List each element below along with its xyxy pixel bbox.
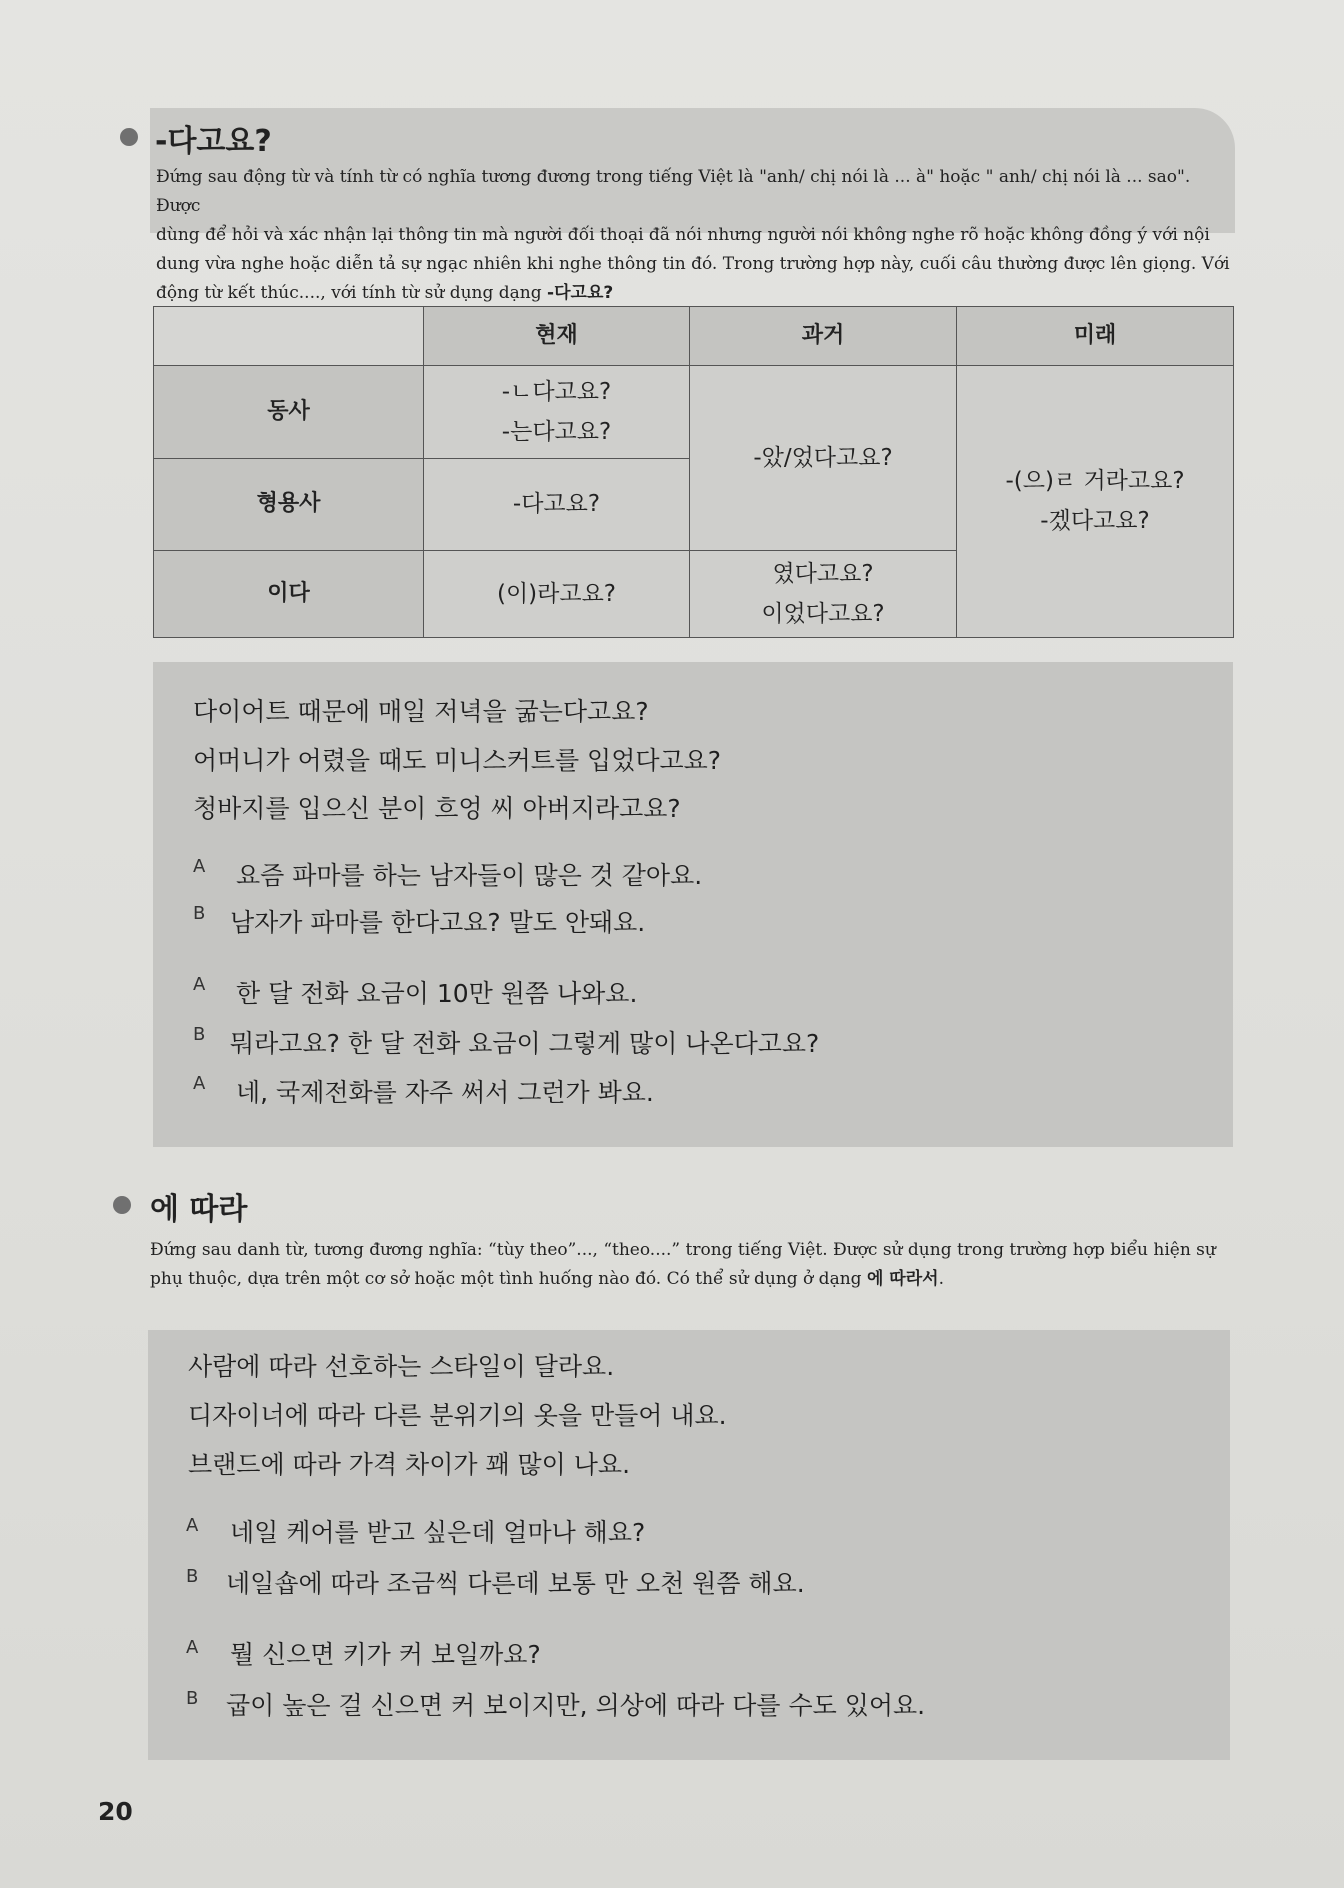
section-description xyxy=(156,163,1236,308)
table-cell: -았/었다고요? xyxy=(690,365,957,551)
table-cell: (이)라고요? xyxy=(424,551,690,638)
table-header-future: 미래 xyxy=(957,307,1234,366)
section-title: -다고요? xyxy=(155,124,272,159)
example-sentence: 어머니가 어렸을 때도 미니스커트를 입었다고요? xyxy=(193,746,722,775)
description-text: động từ kết thúc...., với tính từ sử dụng dạng xyxy=(156,283,548,303)
dialog-line: 요즘 파마를 하는 남자들이 많은 것 같아요. xyxy=(236,861,703,890)
dialog-line: 한 달 전화 요금이 10만 원쯤 나와요. xyxy=(236,979,638,1008)
grammar-form: 에 따라서 xyxy=(866,1269,939,1289)
description-line xyxy=(156,279,1236,308)
table-cell xyxy=(424,365,690,458)
cell-line: -겠다고요? xyxy=(1040,508,1150,535)
description-line: Đứng sau danh từ, tương đương nghĩa: “tùy theo”..., “theo....” trong tiếng Việt. Được sử dụng trong trường hợp biểu hiện sự xyxy=(150,1240,1216,1260)
page-number: 20 xyxy=(98,1797,133,1826)
row-label-ida: 이다 xyxy=(154,551,424,638)
dialog-line: 남자가 파마를 한다고요? 말도 안돼요. xyxy=(230,908,646,937)
dialog-line: 네일 케어를 받고 싶은데 얼마나 해요? xyxy=(230,1518,646,1547)
table-header-empty xyxy=(154,307,424,366)
dialog-line: 네일숍에 따라 조금씩 다른데 보통 만 오천 원쯤 해요. xyxy=(226,1569,805,1598)
speaker-label: A xyxy=(186,1515,199,1536)
cell-line: 이었다고요? xyxy=(761,601,885,628)
description-line: Đứng sau động từ và tính từ có nghĩa tương đương trong tiếng Việt là "anh/ chị nói là ... à" hoặc " anh/ chị nói là ... sao". Được xyxy=(156,167,1191,216)
speaker-label: A xyxy=(193,856,206,877)
conjugation-table xyxy=(153,306,1234,638)
section-description xyxy=(150,1236,1240,1294)
speaker-label: A xyxy=(193,1073,206,1094)
dialog-line: 뭐라고요? 한 달 전화 요금이 그렇게 많이 나온다고요? xyxy=(230,1029,820,1058)
table-header-past: 과거 xyxy=(690,307,957,366)
speaker-label: A xyxy=(186,1637,199,1658)
dialog-line: 네, 국제전화를 자주 써서 그런가 봐요. xyxy=(236,1078,654,1107)
cell-line: -는다고요? xyxy=(501,418,612,445)
grammar-form: -다고요? xyxy=(547,283,614,303)
speaker-label: B xyxy=(193,1024,206,1045)
table-cell: -다고요? xyxy=(424,458,690,551)
table-cell xyxy=(957,365,1234,637)
example-sentence: 브랜드에 따라 가격 차이가 꽤 많이 나요. xyxy=(188,1450,631,1479)
speaker-label: B xyxy=(186,1688,199,1709)
row-label-verb: 동사 xyxy=(154,365,424,458)
description-line: dùng để hỏi và xác nhận lại thông tin mà người đối thoại đã nói nhưng người nói không nghe rõ hoặc không đồng ý với nội xyxy=(156,225,1210,245)
description-text: phụ thuộc, dựa trên một cơ sở hoặc một tình huống nào đó. Có thể sử dụng ở dạng xyxy=(150,1269,867,1289)
example-sentence: 청바지를 입으신 분이 흐엉 씨 아버지라고요? xyxy=(193,794,681,823)
description-line xyxy=(150,1265,1240,1294)
description-text: . xyxy=(938,1269,944,1289)
dialog-line: 굽이 높은 걸 신으면 커 보이지만, 의상에 따라 다를 수도 있어요. xyxy=(226,1691,926,1720)
example-sentence: 사람에 따라 선호하는 스타일이 달라요. xyxy=(188,1352,615,1381)
row-label-adjective: 형용사 xyxy=(154,458,424,551)
dialog-line: 뭘 신으면 키가 커 보일까요? xyxy=(230,1640,541,1669)
section-title: 에 따라 xyxy=(150,1192,248,1227)
speaker-label: B xyxy=(193,903,206,924)
description-line: dung vừa nghe hoặc diễn tả sự ngạc nhiên khi nghe thông tin đó. Trong trường hợp này, cuối câu thường được lên giọng. Với xyxy=(156,254,1230,274)
example-sentence: 디자이너에 따라 다른 분위기의 옷을 만들어 내요. xyxy=(188,1401,727,1430)
speaker-label: A xyxy=(193,974,206,995)
bullet-icon xyxy=(113,1196,131,1214)
table-cell xyxy=(690,551,957,638)
cell-line: -ㄴ다고요? xyxy=(501,378,612,405)
cell-line: 였다고요? xyxy=(772,561,874,588)
table-header-present: 현재 xyxy=(424,307,690,366)
example-sentence: 다이어트 때문에 매일 저녁을 굶는다고요? xyxy=(193,697,649,726)
speaker-label: B xyxy=(186,1566,199,1587)
bullet-icon xyxy=(120,128,138,146)
cell-line: -(으)ㄹ 거라고요? xyxy=(1005,468,1185,495)
